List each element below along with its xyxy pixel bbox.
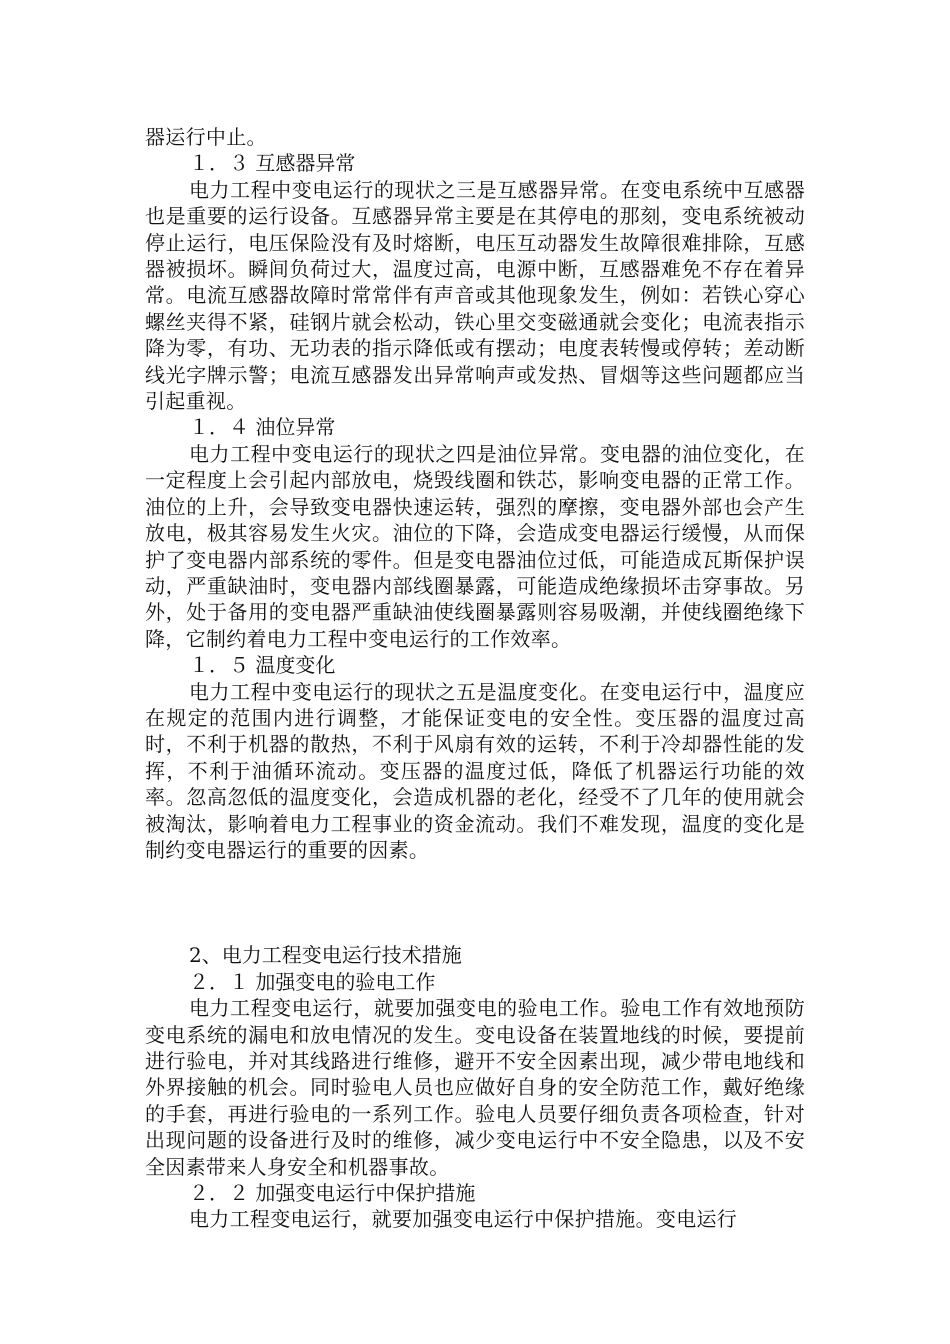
section-heading-1-4: １．４ 油位异常	[189, 415, 336, 440]
paragraph-protection-measures: 电力工程变电运行，就要加强变电运行中保护措施。变电运行	[189, 1207, 738, 1232]
document-page	[145, 124, 805, 1233]
paragraph-temperature-change: 电力工程中变电运行的现状之五是温度变化。在变电运行中，温度应在规定的范围内进行调整，才能保证变电的安全性。变压器的温度过高时，不利于机器的散热，不利于风扇有效的运转，不利于冷却器性能的发挥，不利于油循环流动。变压器的温度过低，降低了机器运行功能的效率。忽高忽低的温度变化，会造成机器的老化，经受不了几年的使用就会被淘汰，影响着电力工程事业的资金流动。我们不难发现，温度的变化是制约变电器运行的重要的因素。	[145, 679, 805, 862]
section-heading-2-2: ２．２ 加强变电运行中保护措施	[189, 1181, 476, 1206]
section-heading-2-1: ２．１ 加强变电的验电工作	[189, 969, 436, 994]
paragraph-continuation: 器运行中止。	[145, 125, 267, 149]
section-heading-1-3: １．３ 互感器异常	[189, 151, 356, 176]
section-spacer	[145, 863, 805, 942]
section-heading-1-5: １．５ 温度变化	[189, 653, 336, 678]
paragraph-voltage-check: 电力工程变电运行，就要加强变电的验电工作。验电工作有效地预防变电系统的漏电和放电情况的发生。变电设备在装置地线的时候，要提前进行验电，并对其线路进行维修，避开不安全因素出现，减少带电地线和外界接触的机会。同时验电人员也应做好自身的安全防范工作，戴好绝缘的手套，再进行验电的一系列工作。验电人员要仔细负责各项检查，针对出现问题的设备进行及时的维修，减少变电运行中不安全隐患，以及不安全因素带来人身安全和机器事故。	[145, 996, 805, 1179]
paragraph-transformer-abnormal: 电力工程中变电运行的现状之三是互感器异常。在变电系统中互感器也是重要的运行设备。互感器异常主要是在其停电的那刻，变电系统被动停止运行，电压保险没有及时熔断，电压互动器发生故障很难排除，互感器被损坏。瞬间负荷过大，温度过高，电源中断，互感器难免不存在着异常。电流互感器故障时常常伴有声音或其他现象发生，例如：若铁心穿心螺丝夹得不紧，硅钢片就会松动，铁心里交变磁通就会变化；电流表指示降为零，有功、无功表的指示降低或有摆动；电度表转慢或停转；差动断线光字牌示警；电流互感器发出异常响声或发热、冒烟等这些问题都应当引起重视。	[145, 177, 805, 414]
chapter-heading-2: 2、电力工程变电运行技术措施	[189, 943, 462, 968]
paragraph-oil-level-abnormal: 电力工程中变电运行的现状之四是油位异常。变电器的油位变化，在一定程度上会引起内部放电，烧毁线圈和铁芯，影响变电器的正常工作。油位的上升，会导致变电器快速运转，强烈的摩擦，变电器外部也会产生放电，极其容易发生火灾。油位的下降，会造成变电器运行缓慢，从而保护了变电器内部系统的零件。但是变电器油位过低，可能造成瓦斯保护误动，严重缺油时，变电器内部线圈暴露，可能造成绝缘损坏击穿事故。另外，处于备用的变电器严重缺油使线圈暴露则容易吸潮，并使线圈绝缘下降，它制约着电力工程中变电运行的工作效率。	[145, 441, 805, 651]
